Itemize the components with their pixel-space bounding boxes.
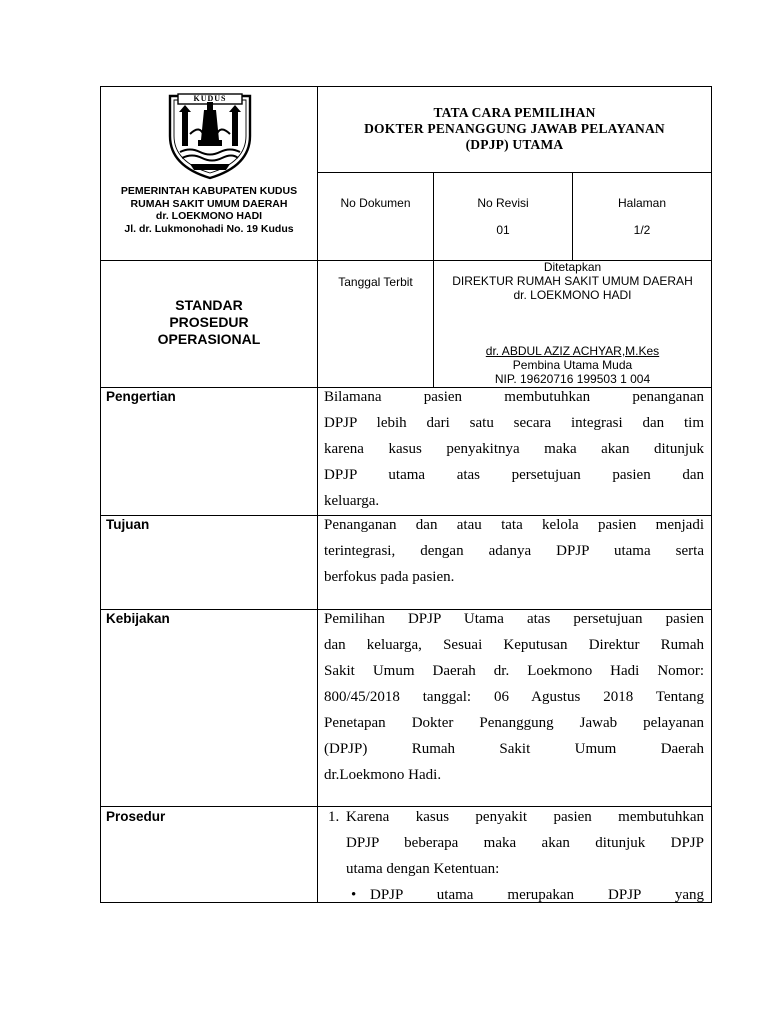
director-hospital: dr. LOEKMONO HADI <box>513 288 632 302</box>
logo-banner-text: KUDUS <box>193 94 227 103</box>
halaman-label: Halaman <box>617 196 667 210</box>
table-border-bottom <box>100 902 712 903</box>
signer-rank: Pembina Utama Muda <box>512 358 633 372</box>
kebijakan-label: Kebijakan <box>106 611 170 626</box>
director-title: DIREKTUR RUMAH SAKIT UMUM DAERAH <box>452 274 693 288</box>
sop-label: STANDAR PROSEDUR OPERASIONAL <box>157 297 261 347</box>
no-revisi-value: 01 <box>496 223 510 237</box>
signer-nip: NIP. 19620716 199503 1 004 <box>494 372 651 386</box>
org-line-address: Jl. dr. Lukmonohadi No. 19 Kudus <box>124 222 294 235</box>
prosedur-label: Prosedur <box>106 809 166 824</box>
tanggal-terbit-label: Tanggal Terbit <box>338 275 413 289</box>
prosedur-bullet-text: DPJP utama merupakan DPJP yang <box>370 887 704 902</box>
organization-block <box>101 185 317 235</box>
org-line-name: dr. LOEKMONO HADI <box>155 210 263 222</box>
org-line-government: PEMERINTAH KABUPATEN KUDUS <box>120 185 298 197</box>
kudus-logo <box>160 90 260 180</box>
no-dokumen-label: No Dokumen <box>340 196 411 210</box>
halaman-value: 1/2 <box>633 223 651 237</box>
no-revisi-label: No Revisi <box>477 196 529 210</box>
pengertian-label: Pengertian <box>106 389 176 404</box>
pengertian-text: Bilamana pasien membutuhkan penanganan DPJP lebih dari satu secara integrasi dan tim karena kasus penyakitnya maka akan ditunjuk DPJP utama atas persetujuan pasien dan keluarga. <box>324 389 704 509</box>
table-border-right <box>711 86 712 903</box>
title-divider <box>317 172 712 173</box>
tujuan-text: Penanganan dan atau tata kelola pasien menjadi terintegrasi, dengan adanya DPJP utama serta berfokus pada pasien. <box>324 517 704 585</box>
tujuan-label: Tujuan <box>106 517 150 532</box>
org-line-hospital: RUMAH SAKIT UMUM DAERAH <box>130 197 288 210</box>
ditetapkan-label: Ditetapkan <box>543 260 602 274</box>
document-title: TATA CARA PEMILIHAN DOKTER PENANGGUNG JAWAB PELAYANAN (DPJP) UTAMA <box>364 105 665 152</box>
prosedur-item-number: 1. <box>328 809 340 825</box>
signer-block <box>434 344 711 386</box>
table-border-top <box>100 86 712 87</box>
signer-name: dr. ABDUL AZIZ ACHYAR,M.Kes <box>485 344 660 358</box>
kebijakan-text: Pemilihan DPJP Utama atas persetujuan pasien dan keluarga, Sesuai Keputusan Direktur Rumah Sakit Umum Daerah dr. Loekmono Hadi Nomor: 800/45/2018 tanggal: 06 Agustus 2018 Tentang Penetapan Dokter Penanggung Jawab pelayanan (DPJP) Rumah Sakit Umum Daerah dr.Loekmono Hadi. <box>324 611 704 783</box>
approval-block <box>434 260 711 302</box>
prosedur-bullet-icon: • <box>351 887 357 903</box>
prosedur-item-text: Karena kasus penyakit pasien membutuhkan DPJP beberapa maka akan ditunjuk DPJP utama dengan Ketentuan: <box>346 809 704 877</box>
rev-page-divider <box>572 172 573 261</box>
